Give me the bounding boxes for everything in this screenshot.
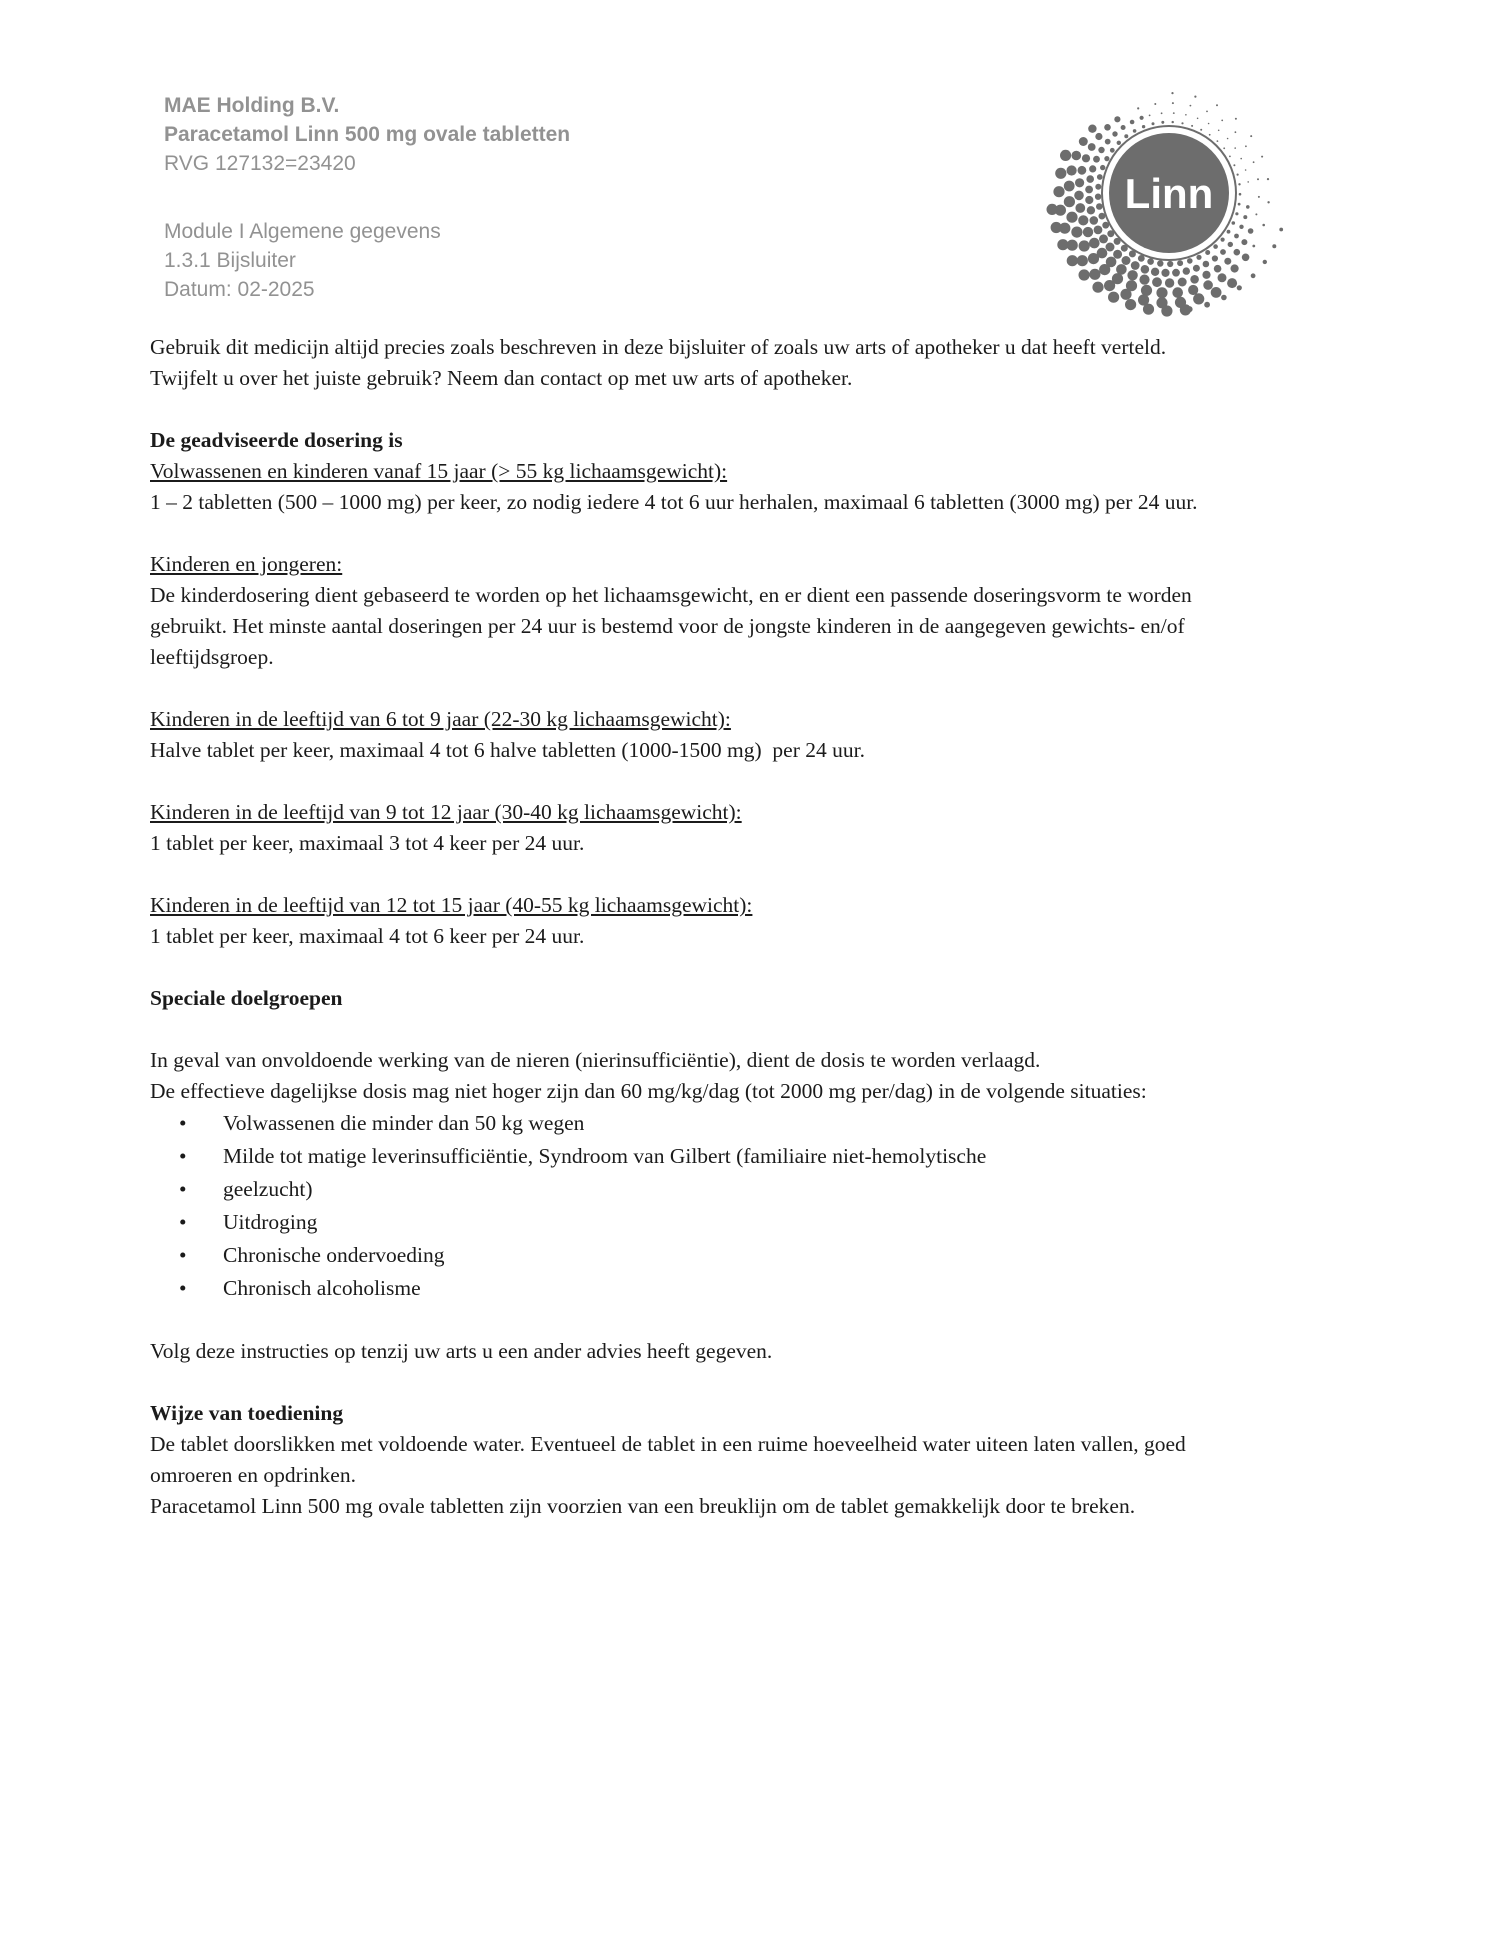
logo-dot — [1082, 154, 1090, 162]
dosage-subheading: Kinderen in de leeftijd van 12 tot 15 jaar (40-55 kg lichaamsgewicht): — [150, 893, 753, 917]
paragraph: De kinderdosering dient gebaseerd te worden op het lichaamsgewicht, en er dient een passende doseringsvorm te worden gebruikt. Het minste aantal doseringen per 24 uur is bestemd voor de jongste kinderen in de aangegeven gewichts- en/of leeftijdsgroep. — [150, 583, 1198, 669]
logo-dot — [1064, 181, 1075, 192]
logo-dot — [1213, 244, 1218, 249]
logo-dot — [1072, 151, 1082, 161]
logo-dot — [1258, 196, 1260, 198]
logo-dot — [1047, 204, 1058, 215]
logo-dot — [1212, 255, 1218, 261]
bullet-item — [150, 1239, 1210, 1272]
logo-dot — [1067, 255, 1078, 266]
logo-dot — [1074, 191, 1084, 201]
dosage-subheading: Kinderen in de leeftijd van 6 tot 9 jaar (22-30 kg lichaamsgewicht): — [150, 707, 731, 731]
logo-dot — [1085, 196, 1093, 204]
logo-dot — [1112, 131, 1117, 136]
logo-dot — [1161, 269, 1169, 277]
logo-dot — [1190, 275, 1199, 284]
paragraph: 1 – 2 tabletten (500 – 1000 mg) per keer, zo nodig iedere 4 tot 6 uur herhalen, maximaal 6 tabletten (3000 mg) per 24 uur. — [150, 490, 1198, 514]
logo-dot — [1197, 118, 1199, 120]
logo-dot — [1180, 304, 1191, 315]
linn-logo — [1044, 68, 1294, 318]
logo-dot — [1250, 135, 1252, 137]
logo-dot — [1202, 271, 1210, 279]
logo-dot — [1121, 125, 1126, 130]
logo-dot — [1218, 273, 1227, 282]
logo-dot — [1088, 253, 1099, 264]
bullet-text: geelzucht) — [223, 1177, 313, 1201]
logo-dot — [1183, 267, 1190, 274]
logo-dot — [1133, 129, 1137, 133]
section-line: 1.3.1 Bijsluiter — [164, 249, 296, 272]
logo-dot — [1193, 293, 1204, 304]
logo-dot — [1151, 268, 1159, 276]
logo-dot — [1066, 212, 1077, 223]
logo-dot — [1165, 278, 1174, 287]
logo-dot — [1220, 249, 1226, 255]
logo-dot — [1216, 104, 1218, 106]
blank-line — [150, 766, 1210, 797]
blank-line — [150, 952, 1210, 983]
bullet-text: Milde tot matige leverinsufficiëntie, Syndroom van Gilbert (familiaire niet-hemolytische — [223, 1144, 987, 1168]
logo-dot — [1099, 264, 1110, 275]
bullet-item — [150, 1173, 1210, 1206]
bullet-icon: • — [179, 1177, 187, 1201]
date-line: Datum: 02-2025 — [164, 278, 315, 301]
logo-dot — [1104, 156, 1109, 161]
logo-dot — [1237, 174, 1239, 176]
logo-dot — [1209, 134, 1211, 136]
logo-dot — [1218, 130, 1220, 132]
logo-dot — [1096, 203, 1103, 210]
logo-text: Linn — [1124, 170, 1214, 217]
logo-dot — [1167, 261, 1173, 267]
logo-dot — [1161, 121, 1164, 124]
bullet-list — [150, 1107, 1210, 1305]
logo-dot — [1240, 158, 1242, 160]
logo-dot — [1154, 103, 1156, 105]
bullet-icon: • — [179, 1210, 187, 1234]
logo-dot — [1161, 305, 1172, 316]
bullet-text: Chronisch alcoholisme — [223, 1276, 421, 1300]
logo-dot — [1173, 112, 1175, 114]
logo-dot — [1100, 165, 1105, 170]
document-meta — [164, 217, 441, 304]
logo-dot — [1104, 280, 1115, 291]
logo-dot — [1234, 249, 1241, 256]
logo-dot — [1064, 196, 1075, 207]
bullet-text: Uitdroging — [223, 1210, 318, 1234]
paragraph: De tablet doorslikken met voldoende water. Eventueel de tablet in een ruime hoeveelheid water uiteen laten vallen, goed omroeren en opdrinken. — [150, 1432, 1192, 1487]
document-body — [150, 332, 1210, 1522]
section-heading: De geadviseerde dosering is — [150, 428, 403, 452]
dosage-subheading: Kinderen en jongeren: — [150, 552, 343, 576]
logo-dot — [1221, 120, 1223, 122]
dosage-subheading: Volwassenen en kinderen vanaf 15 jaar (> 55 kg lichaamsgewicht): — [150, 459, 728, 483]
bullet-icon: • — [179, 1144, 187, 1168]
logo-dot — [1124, 134, 1128, 138]
blank-line — [150, 518, 1210, 549]
logo-dot — [1077, 255, 1088, 266]
logo-dot — [1263, 260, 1267, 264]
logo-dot — [1147, 258, 1154, 265]
logo-dot — [1172, 121, 1174, 123]
logo-dot — [1088, 125, 1096, 133]
logo-dot — [1095, 133, 1102, 140]
logo-dot — [1255, 213, 1257, 215]
logo-dot — [1078, 166, 1087, 175]
logo-dot — [1242, 254, 1250, 262]
rvg-number: RVG 127132=23420 — [164, 152, 356, 175]
logo-dot — [1122, 256, 1131, 265]
logo-dot — [1172, 269, 1180, 277]
logo-dot — [1250, 230, 1252, 232]
blank-line — [150, 1305, 1210, 1336]
paragraph: Volg deze instructies op tenzij uw arts u een ander advies heeft gegeven. — [150, 1339, 773, 1363]
bullet-text: Chronische ondervoeding — [223, 1243, 445, 1267]
logo-dot — [1221, 295, 1227, 301]
logo-dot — [1227, 138, 1229, 140]
company-name: MAE Holding B.V. — [164, 94, 340, 117]
logo-dot — [1203, 280, 1213, 290]
logo-dot — [1211, 287, 1222, 298]
logo-dot — [1097, 174, 1103, 180]
logo-dot — [1108, 292, 1119, 303]
logo-dot — [1187, 258, 1193, 264]
paragraph: Gebruik dit medicijn altijd precies zoals beschreven in deze bijsluiter of zoals uw arts of apotheker u dat heeft verteld. Twijfelt u over het juiste gebruik? Neem dan contact op met uw arts of apotheker. — [150, 335, 1172, 390]
logo-dot — [1223, 147, 1225, 149]
logo-dot — [1051, 222, 1062, 233]
logo-dot — [1279, 228, 1283, 232]
logo-dot — [1114, 116, 1120, 122]
logo-dot — [1214, 265, 1222, 273]
logo-dot — [1188, 285, 1198, 295]
paragraph: Halve tablet per keer, maximaal 4 tot 6 halve tabletten (1000-1500 mg) per 24 uur. — [150, 738, 865, 762]
logo-dot — [1241, 239, 1247, 245]
logo-dot — [1208, 123, 1210, 125]
logo-dot — [1190, 105, 1192, 107]
logo-dot — [1157, 260, 1163, 266]
logo-dot — [1095, 184, 1101, 190]
logo-dot — [1083, 227, 1093, 237]
bullet-item — [150, 1272, 1210, 1305]
logo-dot — [1079, 269, 1090, 280]
logo-dot — [1057, 239, 1068, 250]
product-name: Paracetamol Linn 500 mg ovale tabletten — [164, 123, 571, 146]
logo-dot — [1079, 137, 1088, 146]
logo-dot — [1125, 299, 1136, 310]
logo-dot — [1267, 178, 1269, 180]
blank-line — [150, 394, 1210, 425]
logo-dot — [1067, 165, 1077, 175]
document-header — [164, 91, 570, 178]
paragraph: 1 tablet per keer, maximaal 4 tot 6 keer per 24 uur. — [150, 924, 585, 948]
paragraph: Paracetamol Linn 500 mg ovale tabletten zijn voorzien van een breuklijn om de tablet gemakkelijk door te breken. — [150, 1494, 1136, 1518]
logo-dot — [1137, 107, 1139, 109]
logo-dot — [1193, 265, 1200, 272]
dosage-subheading: Kinderen in de leeftijd van 9 tot 12 jaar (30-40 kg lichaamsgewicht): — [150, 800, 742, 824]
logo-dot — [1071, 227, 1082, 238]
logo-dot — [1053, 186, 1064, 197]
logo-dot — [1131, 261, 1140, 270]
logo-dot — [1172, 287, 1183, 298]
logo-dot — [1234, 147, 1236, 149]
logo-dot — [1243, 215, 1247, 219]
logo-dot — [1055, 168, 1066, 179]
logo-dot — [1235, 212, 1238, 215]
logo-dot — [1152, 277, 1162, 287]
logo-dot — [1239, 193, 1242, 196]
logo-dot — [1106, 243, 1115, 252]
logo-dot — [1089, 269, 1100, 280]
linn-logo-svg — [1044, 68, 1294, 318]
logo-dot — [1233, 164, 1235, 166]
logo-dot — [1194, 96, 1196, 98]
logo-dot — [1217, 140, 1219, 142]
logo-dot — [1090, 216, 1099, 225]
logo-dot — [1267, 201, 1269, 203]
logo-dot — [1110, 148, 1115, 153]
logo-dot — [1205, 250, 1210, 255]
logo-dot — [1141, 285, 1152, 296]
logo-dot — [1224, 258, 1231, 265]
logo-dot — [1171, 92, 1173, 94]
logo-dot — [1075, 178, 1084, 187]
logo-dot — [1206, 111, 1208, 113]
logo-dot — [1104, 124, 1111, 131]
logo-dot — [1245, 145, 1247, 147]
logo-dot — [1178, 278, 1187, 287]
logo-dot — [1227, 278, 1237, 288]
logo-dot — [1099, 234, 1108, 243]
logo-dot — [1141, 265, 1150, 274]
bullet-item — [150, 1107, 1210, 1140]
logo-dot — [1156, 287, 1167, 298]
paragraph: De effectieve dagelijkse dosis mag niet hoger zijn dan 60 mg/kg/dag (tot 2000 mg per/dag) in de volgende situaties: — [150, 1079, 1147, 1103]
logo-dot — [1088, 143, 1096, 151]
logo-dot — [1089, 238, 1100, 249]
logo-dot — [1089, 165, 1096, 172]
logo-dot — [1253, 161, 1255, 163]
logo-dot — [1237, 285, 1242, 290]
logo-dot — [1095, 194, 1101, 200]
logo-dot — [1185, 114, 1187, 116]
logo-dot — [1238, 183, 1240, 185]
logo-dot — [1161, 112, 1163, 114]
bullet-icon: • — [179, 1111, 187, 1135]
logo-dot — [1105, 139, 1111, 145]
blank-line — [150, 673, 1210, 704]
logo-dot — [1098, 147, 1104, 153]
logo-dot — [1196, 255, 1201, 260]
logo-dot — [1252, 245, 1255, 248]
logo-dot — [1075, 203, 1085, 213]
module-line: Module I Algemene gegevens — [164, 220, 441, 243]
logo-dot — [1130, 120, 1135, 125]
section-heading: Wijze van toediening — [150, 1401, 344, 1425]
logo-dot — [1127, 270, 1137, 280]
logo-dot — [1261, 156, 1263, 158]
logo-dot — [1177, 260, 1183, 266]
logo-dot — [1245, 169, 1247, 171]
logo-dot — [1120, 289, 1131, 300]
logo-dot — [1227, 230, 1231, 234]
logo-dot — [1232, 221, 1236, 225]
logo-dot — [1251, 273, 1256, 278]
logo-dot — [1152, 122, 1155, 125]
logo-dot — [1200, 129, 1202, 131]
bullet-text: Volwassenen die minder dan 50 kg wegen — [223, 1111, 585, 1135]
logo-dot — [1060, 150, 1071, 161]
logo-dot — [1094, 226, 1103, 235]
logo-dot — [1239, 225, 1243, 229]
logo-dot — [1203, 261, 1210, 268]
logo-dot — [1078, 215, 1088, 225]
bullet-item — [150, 1140, 1210, 1173]
blank-line — [150, 1367, 1210, 1398]
logo-dot — [1140, 116, 1144, 120]
logo-dot — [1272, 244, 1276, 248]
paragraph: 1 tablet per keer, maximaal 3 tot 4 keer per 24 uur. — [150, 831, 585, 855]
logo-dot — [1172, 102, 1174, 104]
logo-dot — [1142, 125, 1145, 128]
logo-dot — [1231, 264, 1239, 272]
logo-dot — [1257, 178, 1259, 180]
bullet-item — [150, 1206, 1210, 1239]
logo-dot — [1093, 156, 1100, 163]
paragraph: In geval van onvoldoende werking van de nieren (nierinsufficiëntie), dient de dosis te worden verlaagd. — [150, 1048, 1041, 1072]
section-heading: Speciale doelgroepen — [150, 986, 343, 1010]
logo-dot — [1087, 206, 1095, 214]
bullet-icon: • — [179, 1276, 187, 1300]
logo-dot — [1149, 115, 1151, 117]
logo-dot — [1235, 118, 1237, 120]
logo-dot — [1143, 304, 1154, 315]
logo-dot — [1079, 240, 1090, 251]
logo-dot — [1085, 186, 1093, 194]
blank-line — [150, 1014, 1210, 1045]
blank-line — [150, 859, 1210, 890]
logo-dot — [1235, 131, 1237, 133]
logo-dot — [1191, 125, 1193, 127]
logo-dot — [1229, 156, 1231, 158]
logo-dot — [1247, 181, 1249, 183]
logo-dot — [1228, 242, 1233, 247]
bullet-icon: • — [179, 1243, 187, 1267]
logo-dot — [1262, 224, 1265, 227]
logo-dot — [1246, 205, 1250, 209]
logo-dot — [1113, 250, 1122, 259]
logo-dot — [1234, 234, 1239, 239]
logo-dot — [1238, 203, 1241, 206]
logo-dot — [1086, 175, 1094, 183]
logo-dot — [1092, 282, 1103, 293]
logo-dot — [1117, 141, 1121, 145]
logo-dot — [1204, 302, 1210, 308]
logo-dot — [1221, 238, 1225, 242]
logo-dot — [1139, 275, 1149, 285]
logo-dot — [1181, 122, 1183, 124]
